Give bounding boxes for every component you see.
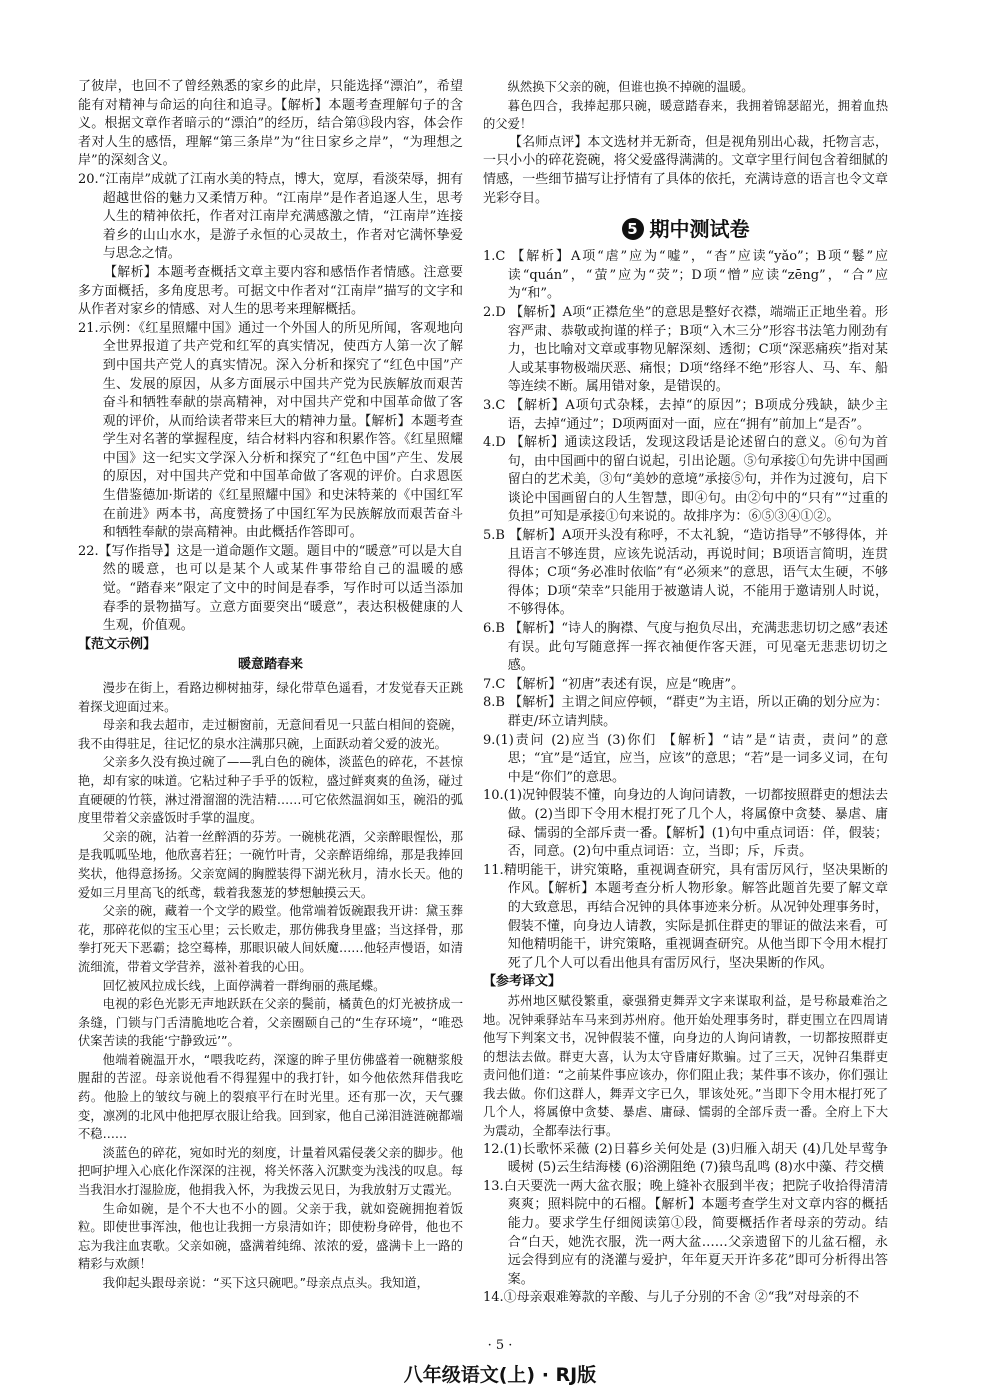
essay-paragraph: 父亲的碗，沾着一丝醉酒的芬芳。一碗桃花酒，父亲醉眼惺忪，那是我呱呱坠地，他欣喜若狂；一碗竹叶青，父亲醉语绵绵，那是我捧回奖状，他得意扬扬。父亲宽阔的胸膛装得下湖光秋月，清水长天。他的爱如三月里高飞的纸鸢，载着我葱茏的梦想触摸云天。 (78, 829, 463, 900)
answer-item: 6.B 【解析】“诗人的胸襟、气度与抱负尽出，充满悲悲切切之感”表述有误。此句写随意挥一挥衣袖便作客天涯，可见毫无悲悲切切之感。 (483, 621, 888, 674)
essay-paragraph: 纵然换下父亲的碗，但谁也换不掉碗的温暖。 (507, 80, 754, 94)
answer-item: 14.①母亲艰难筹款的辛酸、与儿子分别的不舍 ②“我”对母亲的不 (483, 1290, 860, 1306)
essay-paragraph: 他端着碗温开水，“喂我吃药，深邃的眸子里仿佛盛着一碗糖浆般腥甜的苦涩。母亲说他看不得猩猩中的我打针，如今他依然拜借我吃药。他脸上的皱纹与碗上的裂痕平行在时光里。还有那一次，天气骤变，凛冽的北风中他把厚衣服让给我。回到家，他自己涕泪涟涟碗都端不稳…… (78, 1052, 463, 1142)
answer-item: 12.(1)长歌怀采薇 (2)日暮乡关何处是 (3)归雁入胡天 (4)几处早莺争暖树 (5)云生结海楼 (6)浴溯阻绝 (7)猿鸟乱鸣 (8)水中藻、荇交横 (483, 1141, 888, 1176)
essay-paragraph: 暮色四合，我捧起那只碗，暖意踏春来，我拥着锦瑟韶光，拥着血热的父爱！ (483, 98, 888, 132)
answer-item: 9.(1)责问 (2)应当 (3)你们 【解析】“诘”是“诘责，责问”的意思；“宜”是“适宜，应当，应该”的意思；“若”是一词多义词，在句中是“你们”的意思。 (483, 732, 888, 785)
right-column (483, 78, 888, 1308)
essay-paragraph: 我仰起头跟母亲说：“买下这只碗吧。”母亲点点头。我知道， (102, 1276, 429, 1290)
answer-item: 10.(1)况钟假装不懂，向身边的人询问请教，一切都按照群吏的想法去做。(2)当即下令用木棍打死了几个人，将属僚中贪婪、暴虐、庸碌、懦弱的全部斥责一番。【解析】(1)句中重点词语：佯，假装；否，同意。(2)句中重点词语：立，当即；斥，斥责。 (483, 788, 888, 860)
section-number-badge: 5 (622, 218, 644, 240)
translation-label: 【参考译文】 (483, 974, 562, 990)
answer-20: 20.“江南岸”成就了江南水美的特点，博大，宽厚，看淡荣辱，拥有超越世俗的魅力又柔情万种。“江南岸”是作者追逐人生，思考人生的精神依托，作者对江南岸充满感激之情，“江南岸”连接着乡的山山水水，是游子永恒的心灵故土，作者对它满怀挚爱与思念之情。 (78, 171, 463, 262)
section-title: 期中测试卷 (649, 216, 750, 241)
answer-22: 22.【写作指导】这是一道命题作文题。题目中的“暖意”可以是大自然的暖意，也可以是某个人或某件事带给自己的温暖的感觉。“踏春来”限定了文中的时间是春季，写作时可以适当添加春季的景物描写。立意方面要突出“暖意”，表达积极健康的人生观，价值观。 (78, 543, 463, 634)
essay-paragraph: 淡蓝色的碎花，宛如时光的刻度，计量着风霜侵袭父亲的脚步。他把呵护埋入心底化作深深的注视，将关怀落入沉默变为浅浅的叹息。每当我泪水打湿脸庞，他捐我入怀，为我拨云见日，为我放射万丈霞光。 (78, 1145, 463, 1198)
translation-text: 苏州地区赋役繁重，豪强猾吏舞弄文字来谋取利益，是号称最难治之地。况钟乘驿站车马来到苏州府。他开始处理事务时，群吏围立在四周请他写下判案文书，况钟假装不懂，向身边的人询问请教，一切都按照群吏的想法去做。群吏大喜，认为太守昏庸好欺骗。过了三天，况钟召集群吏责问他们道：“之前某件事应该办，你们阻止我；某件事不该办，你们强让我去做。你们这群人，舞弄文字已久，罪该处死。”当即下令用木棍打死了几个人，将属僚中贪婪、暴虐、庸碌、懦弱的全部斥责一番。全府上下大为震动，全都奉法行事。 (483, 993, 888, 1139)
answer-item: 5.B 【解析】A项开头没有称呼，不太礼貌，“造访指导”不够得体，并且语言不够连贯，应该先说活动，再说时间；B项语言简明，连贯得体；C项“务必准时依临”有“必须来”的意思，语气太生硬，不够得体；D项“荣幸”只能用于被邀请人说，不能用于邀请别人时说，不够得体。 (483, 528, 888, 618)
answer-19-continued: 了彼岸，也回不了曾经熟悉的家乡的此岸，只能选择“漂泊”，希望能有对精神与命运的向往和追寻。【解析】本题考查理解句子的含义。根据文章作者暗示的“漂泊”的经历，结合第⑬段内容，体会作者对人生的感悟，理解“第三条岸”为“往日家乡之岸”，“为理想之岸”的深刻含义。 (78, 79, 463, 169)
answers-list (483, 248, 888, 973)
essay-paragraph: 生命如碗，是个不大也不小的圆。父亲于我，就如瓷碗拥抱着饭粒。即使世事浑浊，他也让我拥一方泉清如许；即使粉身碎骨，他也不忘为我注血衷歌。父亲如碗，盛满着纯绵、浓浓的爱，盛满卡上一路的精彩与欢颜！ (78, 1201, 463, 1272)
page-number: · 5 · (487, 1338, 513, 1353)
answer-item: 13.白天要洗一两大盆衣服；晚上缝补衣服到半夜；把院子收拾得清清爽爽；照料院中的石榴。【解析】本题考查学生对文章内容的概括能力。要求学生仔细阅读第①段，简要概括作者母亲的劳动。结合“白天，她洗衣服，洗一两大盆……父亲遗留下的儿盆石榴，永远会得到应有的浇灌与爱护，年年夏天开许多花”即可分析得出答案。 (483, 1178, 888, 1287)
teacher-comment: 【名师点评】本文选材并无新奇，但是视角别出心裁，托物言志，一只小小的碎花瓷碗，将父爱盛得满满的。文章字里行间包含着细腻的情感，一些细节描写让抒情有了具体的依托，充满诗意的语言也令文章光彩夺目。 (483, 134, 888, 206)
answer-item: 7.C 【解析】“初唐”表述有误，应是“晚唐”。 (483, 676, 745, 692)
answer-item: 11.精明能干，讲究策略，重视调查研究，具有雷厉风行，坚决果断的作风。【解析】本题考查分析人物形象。解答此题首先要了解文章的大致意思，再结合况钟的具体事迹来分析。从况钟处理事务时，假装不懂，向身边人请教，实际是抓住群吏的罪证的做法来看，可知他精明能干，讲究策略，重视调查研究。从他当即下令用木棍打死了几个人可以看出他具有雷厉风行，坚决果断的作风。 (483, 862, 888, 971)
answers-list-2 (483, 1141, 888, 1308)
answer-item: 2.D 【解析】A项“正襟危坐”的意思是整好衣襟，端端正正地坐着。形容严肃、恭敬或拘谨的样子；B项“入木三分”形容书法笔力刚劲有力，也比喻对文章或事物见解深刻、透彻；C项“深恶痛疾”指对某人或某事物极端厌恶、痛恨；D项“络绎不绝”形容人、马、车、船等连续不断。属用错对象，是错误的。 (483, 304, 888, 395)
answer-item: 3.C 【解析】A项句式杂糅，去掉“的原因”；B项成分残缺，缺少主语，去掉“通过”；D项两面对一面，应在“拥有”前加上“是否”。 (483, 397, 888, 432)
answer-item: 4.D 【解析】通读这段话，发现这段话是论述留白的意义。⑥句为首句，由中国画中的留白说起，引出论题。⑤句承接①句先讲中国画留白的艺术美，③句“美妙的意境”承接⑤句，并作为过渡句，启下谈论中国画留白的人生智慧，即④句。由②句中的“只有”“过重的负担”可知是承接①句来说的。故排序为：⑥⑤③④①②。 (483, 435, 888, 525)
essay-paragraph: 父亲多久没有换过碗了——乳白色的碗体，淡蓝色的碎花，不甚惊艳，却有家的味道。它粘过种子手乎的饭粒，盛过鲜爽爽的鱼汤，碰过直硬硬的竹筷，淋过滑溜溜的洗洁精……可它依然温润如玉，碗沿的弧度里带着父亲盛饭时手掌的温度。 (78, 755, 463, 826)
essay-body (78, 679, 463, 1293)
essay-title: 暖意踏春来 (237, 657, 303, 673)
book-title: 八年级语文(上) · RJ版 (403, 1364, 597, 1386)
answer-item: 8.B 【解析】主谓之间应停顿，“群吏”为主语，所以正确的划分应为：群吏/环立请判牍。 (483, 695, 888, 729)
essay-paragraph: 母亲和我去超市，走过橱窗前，无意间看见一只蓝白相间的瓷碗，我不由得驻足，往记忆的泉水注满那只碗，上面跃动着父爱的波光。 (78, 718, 463, 751)
essay-paragraph: 回忆被风拉成长线，上面停满着一群绚丽的燕尾蝶。 (102, 978, 386, 993)
essay-ending (483, 78, 888, 134)
essay-paragraph: 漫步在街上，看路边柳树抽芽，绿化带草色遥看，才发觉春天正跳着探戈迎面过来。 (78, 681, 463, 714)
left-column (78, 78, 463, 1293)
essay-paragraph: 父亲的碗，藏着一个文学的殿堂。他常端着饭碗跟我开讲：黛玉葬花，那碎花似的宝玉心里；云长败走，那仿佛我身里盛；当这择骨，那拳打死天下恶霸；捻空蓦棒，那眼识破人间妖魔……他轻声慢语，如清流细流，带着文学营养，滋补着我的心田。 (78, 904, 463, 974)
sample-essay-label: 【范文示例】 (78, 636, 157, 652)
answer-21: 21.示例：《红星照耀中国》通过一个外国人的所见所闻，客观地向全世界报道了共产党和红军的真实情况，使西方人第一次了解到中国共产党人的真实情况。深入分析和探究了“红色中国”产生、发展的原因，从多方面展示中国共产党为民族解放而艰苦奋斗和牺牲奉献的崇高精神，对中国共产党和中国革命做了客观的评价，从而给读者带来巨大的精神力量。【解析】本题考查学生对名著的掌握程度，结合材料内容和积累作答。《红星照耀中国》这一纪实文学深入分析和探究了“红色中国”产生、发展的原因，对中国共产党和中国革命做了客观的评价。白求恩医生借鉴德加·斯诺的《红星照耀中国》和史沫特莱的《中国红军在前进》两本书，高度赞扬了中国红军为民族解放而艰苦奋斗和牺牲奉献的崇高精神。由此概括作答即可。 (78, 320, 463, 541)
answer-item: 1.C 【解析】A项“虐”应为“嘘”，“杳”应读“yǎo”；B项“鬈”应读“quán”，“萤”应为“荧”；D项“憎”应读“zēng”，“合”应为“和”。 (483, 249, 888, 302)
section-heading (483, 218, 888, 240)
essay-paragraph: 电视的彩色光影无声地跃跃在父亲的鬓前，橘黄色的灯光被挤成一条缝，门锁与门舌清脆地吃合着，父亲圈颐自己的“生存环境”，“唯恐伏案苦读的我能‘宁静致远’”。 (78, 997, 463, 1049)
answer-20-analysis: 【解析】本题考查概括文章主要内容和感悟作者情感。注意要多方面概括，多角度思考。可据文中作者对“江南岸”描写的文字和从作者对家乡的情感、对人生的思考来理解概括。 (78, 264, 463, 318)
